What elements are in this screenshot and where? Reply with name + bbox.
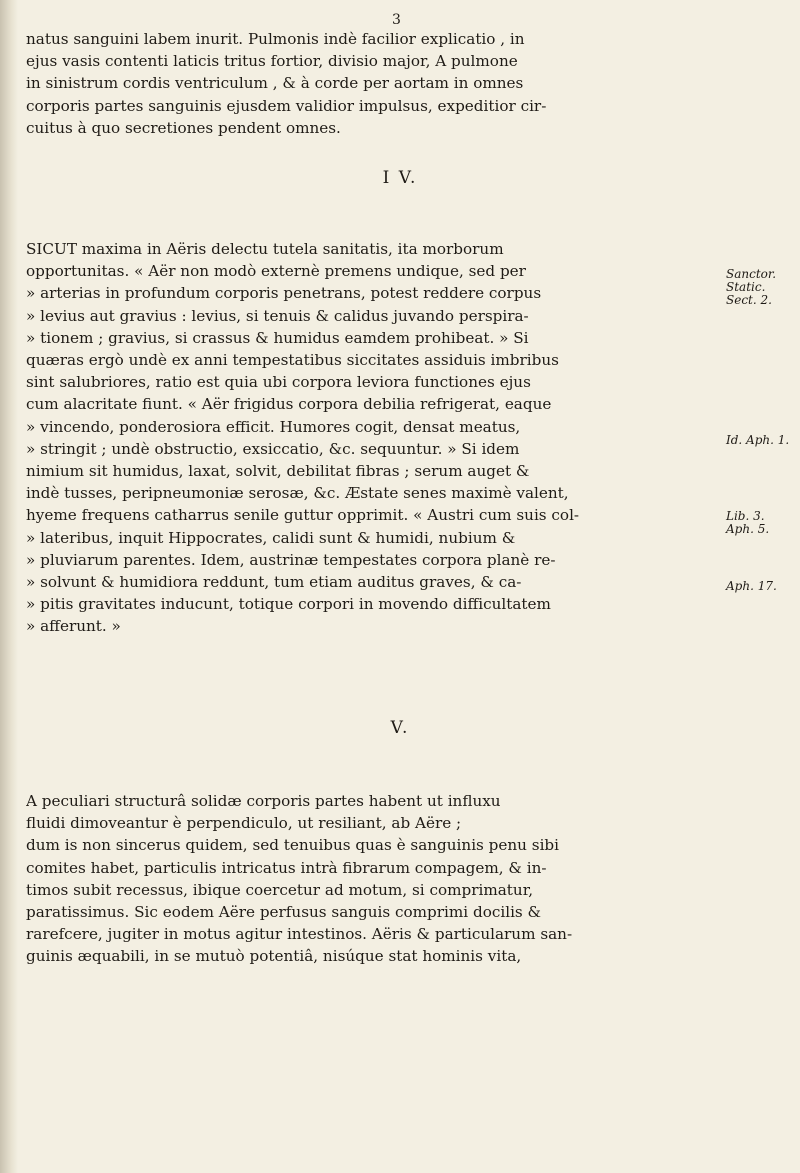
text-line: » vincendo, ponderosiora efficit. Humores cogit, densat meatus, [26, 417, 521, 436]
margin-note-line: Lib. 3. [726, 509, 765, 523]
text-line: » tionem ; gravius, si crassus & humidus eamdem prohibeat. » Si [26, 328, 529, 347]
text-line: » lateribus, inquit Hippocrates, calidi sunt & humidi, nubium & [26, 528, 516, 547]
margin-note-line: Sanctor. [726, 267, 777, 281]
text-line: hyeme frequens catharrus senile guttur opprimit. « Austri cum suis col- [26, 506, 580, 525]
text-line: » afferunt. » [26, 617, 121, 636]
paragraph-3 [26, 790, 716, 968]
text-line: » pitis gravitates inducunt, totique corpori in movendo difficultatem [26, 595, 551, 614]
text-line: » pluviarum parentes. Idem, austrinæ tempestates corpora planè re- [26, 550, 556, 569]
text-line: » levius aut gravius : levius, si tenuis & calidus juvando perspira- [26, 306, 529, 325]
text-line: opportunitas. « Aër non modò externè premens undique, sed per [26, 262, 526, 281]
text-line: fluidi dimoveantur è perpendiculo, ut resiliant, ab Aëre ; [26, 814, 462, 833]
text-line: cum alacritate fiunt. « Aër frigidus corpora debilia refrigerat, eaque [26, 395, 552, 414]
margin-note-line: Aph. 5. [726, 522, 770, 536]
margin-note-aph17: Aph. 17. [726, 579, 777, 593]
margin-note-aph1: Id. Aph. 1. [726, 433, 790, 447]
text-line: dum is non sincerus quidem, sed tenuibus quas è sanguinis penu sibi [26, 836, 560, 855]
section-heading-iv: I V. [382, 168, 418, 188]
text-line: A peculiari structurâ solidæ corporis partes habent ut influxu [26, 792, 501, 810]
text-line: natus sanguini labem inurit. Pulmonis indè facilior explicatio , in [26, 30, 525, 48]
text-line: in sinistrum cordis ventriculum , & à corde per aortam in omnes [26, 74, 524, 93]
text-line: sint salubriores, ratio est quia ubi corpora leviora functiones ejus [26, 373, 531, 392]
margin-note-lib3 [726, 510, 769, 536]
margin-note-sanctor [726, 268, 776, 307]
text-line: » solvunt & humidiora reddunt, tum etiam auditus graves, & ca- [26, 573, 522, 592]
text-line: » arterias in profundum corporis penetrans, potest reddere corpus [26, 284, 542, 303]
text-line: timos subit recessus, ibique coercetur ad motum, si comprimatur, [26, 880, 534, 899]
text-line: comites habet, particulis intricatus intrà fibrarum compagem, & in- [26, 858, 547, 877]
page-number: 3 [392, 12, 401, 28]
text-line: ejus vasis contenti laticis tritus fortior, divisio major, A pulmone [26, 52, 518, 71]
paragraph-1 [26, 28, 716, 139]
text-line: indè tusses, peripneumoniæ serosæ, &c. Æstate senes maximè valent, [26, 484, 569, 503]
margin-note-line: Static. [726, 280, 766, 294]
text-line: nimium sit humidus, laxat, solvit, debilitat fibras ; serum auget & [26, 462, 530, 481]
text-line: cuitus à quo secretiones pendent omnes. [26, 118, 341, 137]
section-heading-v: V. [390, 718, 410, 738]
text-line: paratissimus. Sic eodem Aëre perfusus sanguis comprimi docilis & [26, 903, 542, 922]
text-line: guinis æquabili, in se mutuò potentiâ, nisúque stat hominis vita, [26, 947, 522, 966]
text-line: quæras ergò undè ex anni tempestatibus siccitates assiduis imbribus [26, 351, 559, 370]
margin-note-line: Sect. 2. [726, 293, 772, 307]
text-line: SICUT maxima in Aëris delectu tutela sanitatis, ita morborum [26, 240, 504, 258]
paragraph-2 [26, 238, 716, 638]
text-line: rarefcere, jugiter in motus agitur intestinos. Aëris & particularum san- [26, 925, 573, 944]
text-line: corporis partes sanguinis ejusdem validior impulsus, expeditior cir- [26, 96, 547, 115]
text-line: » stringit ; undè obstructio, exsiccatio, &c. sequuntur. » Si idem [26, 439, 520, 458]
